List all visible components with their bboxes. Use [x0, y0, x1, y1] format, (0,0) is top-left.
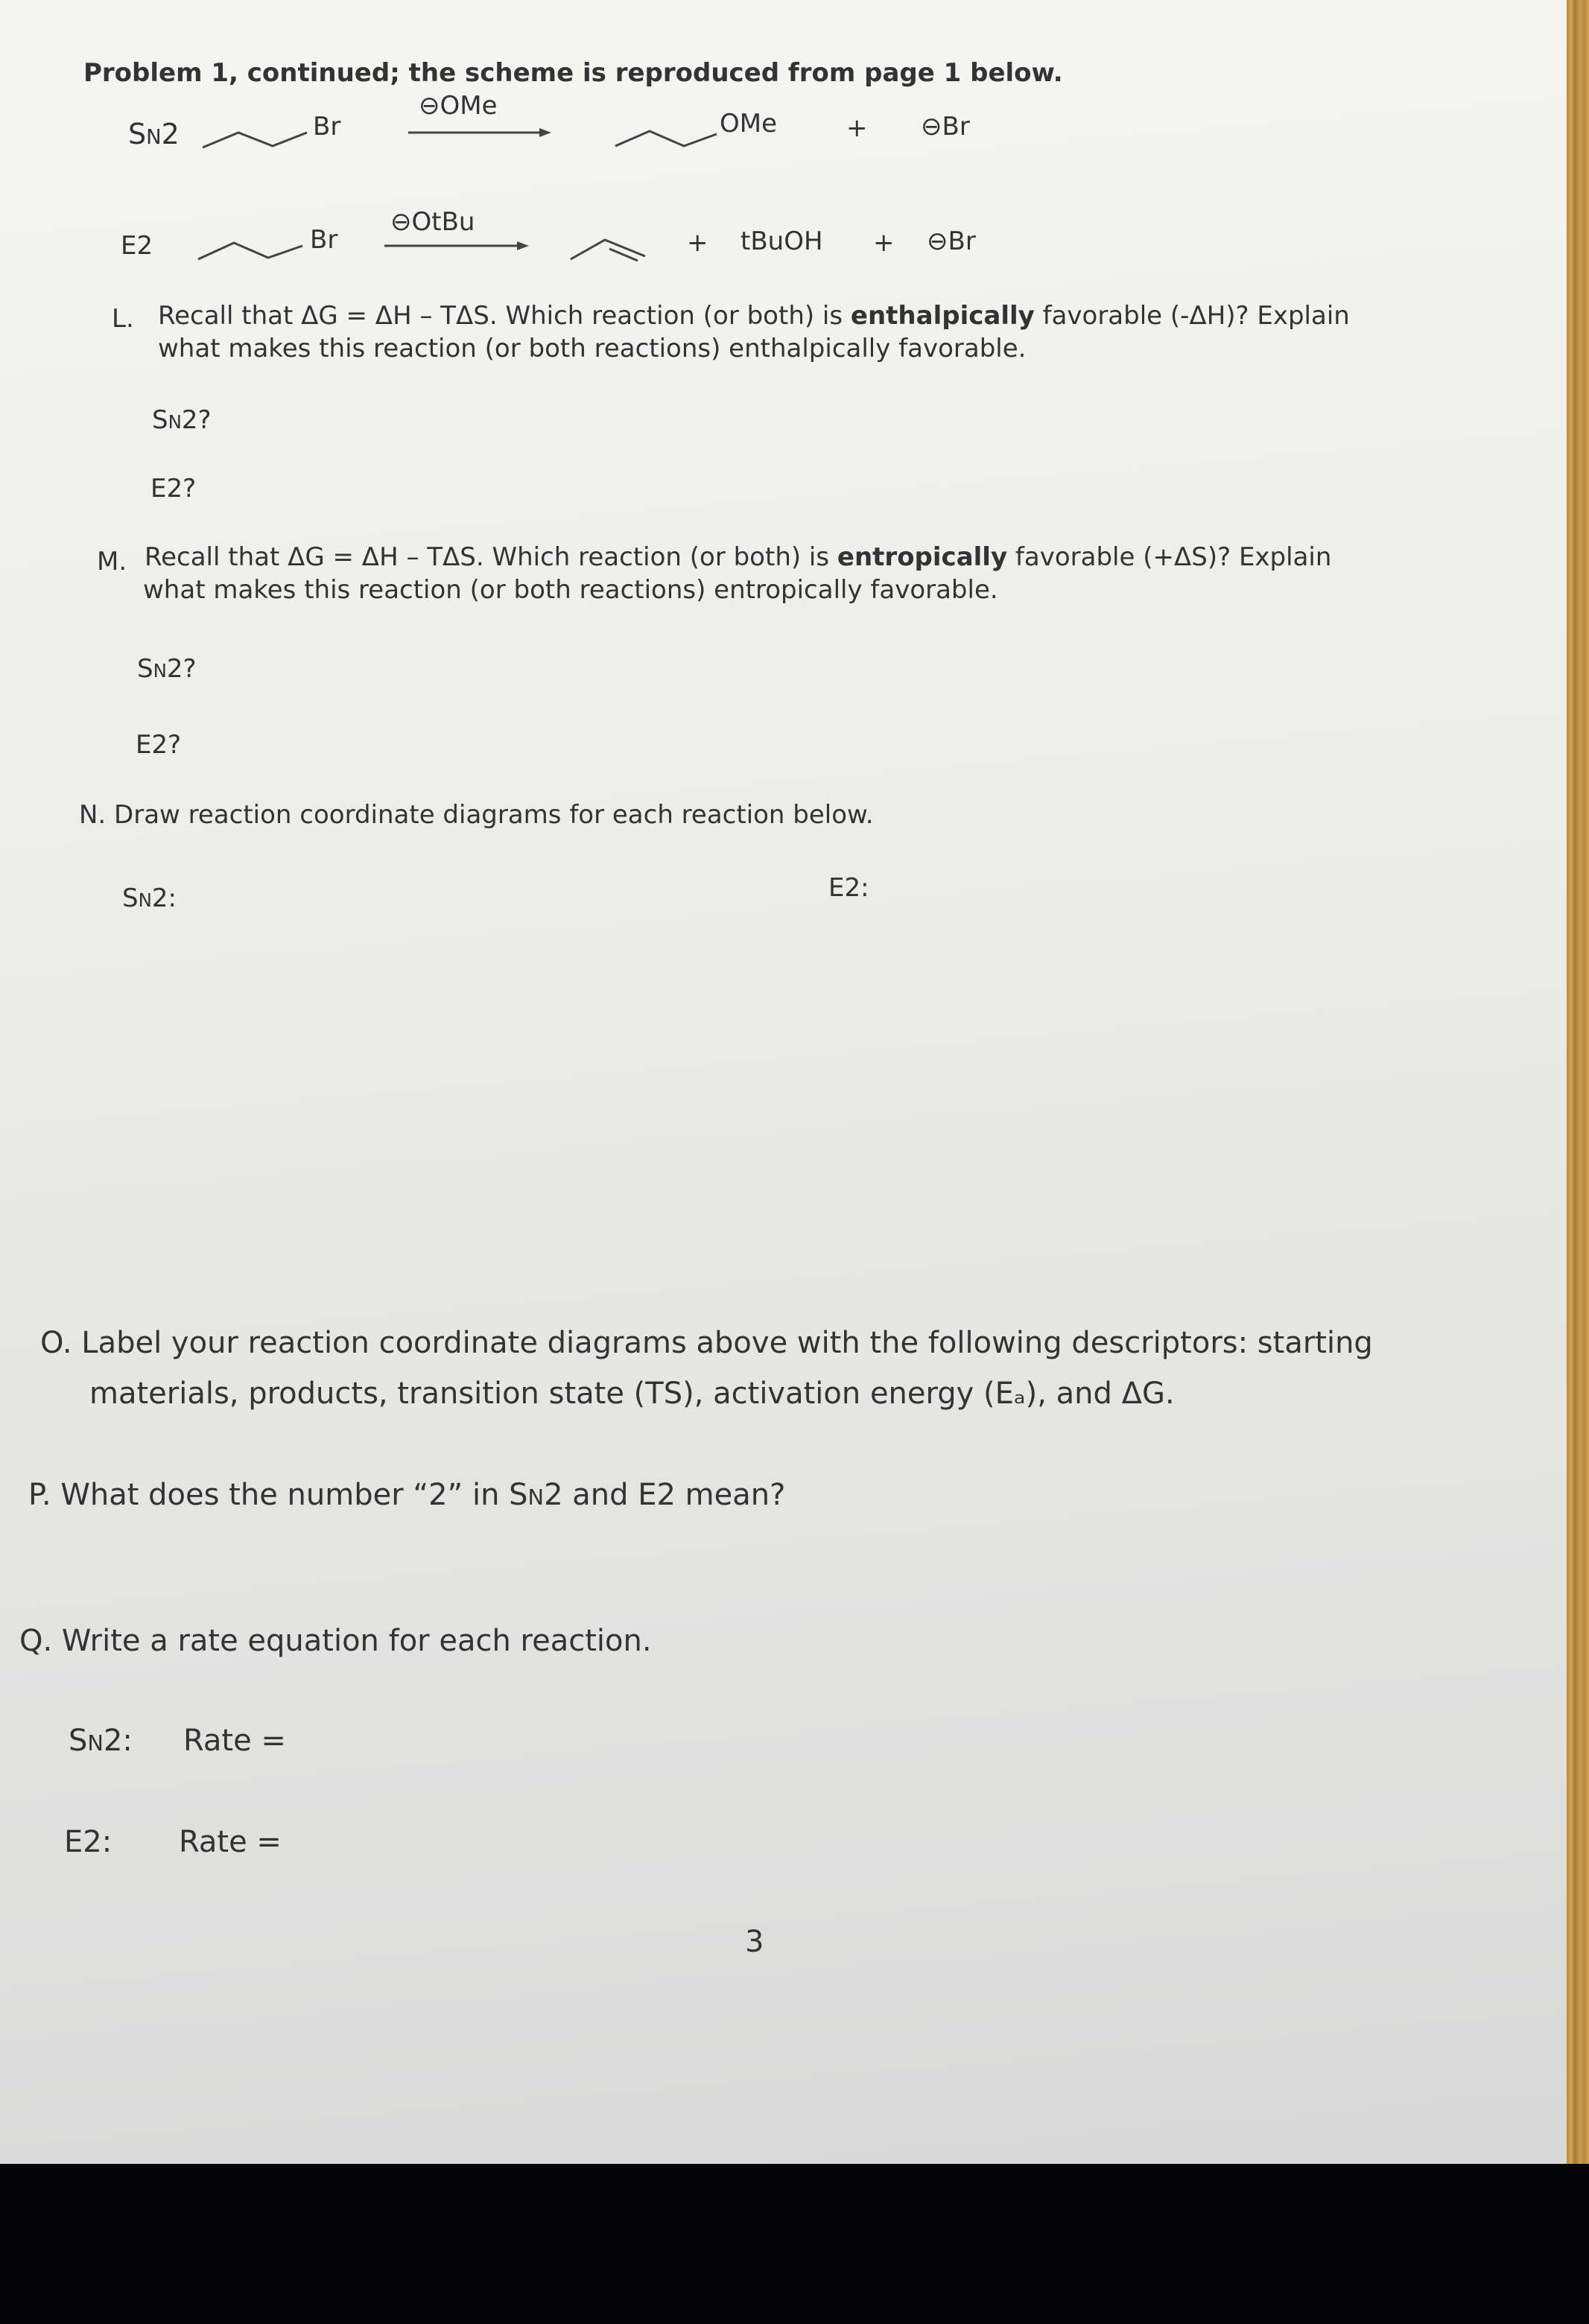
e2-arrow-head	[517, 241, 529, 250]
e2-substrate-bonds	[198, 243, 302, 259]
question-m-line2: what makes this reaction (or both reactions) entropically favorable.	[143, 575, 998, 605]
sn2-plus: +	[846, 113, 868, 143]
e2-scheme-label: E2	[121, 231, 153, 261]
reaction-scheme-drawing	[0, 0, 1589, 313]
question-l-letter: L.	[112, 304, 134, 334]
question-p-text: P. What does the number “2” in SN2 and E2 mean?	[28, 1478, 786, 1512]
sn2-product-bonds	[615, 131, 717, 146]
question-o-line1: O. Label your reaction coordinate diagrams above with the following descriptors: starting	[40, 1326, 1373, 1360]
e2-alkene-bonds	[571, 240, 645, 259]
e2-reagent: ⊖OtBu	[390, 207, 475, 237]
minus-circle-icon: ⊖	[921, 112, 942, 142]
question-q-sn2-rate: Rate =	[183, 1724, 286, 1758]
e2-plus-1: +	[687, 228, 708, 258]
question-l-line1: Recall that ΔG = ΔH – TΔS. Which reaction (or both) is enthalpically favorable (-ΔH)? Explain	[158, 301, 1350, 331]
question-m-line1: Recall that ΔG = ΔH – TΔS. Which reaction (or both) is entropically favorable (+ΔS)? Explain	[145, 542, 1332, 572]
question-o-line2: materials, products, transition state (TS), activation energy (Eₐ), and ΔG.	[89, 1377, 1175, 1411]
sn2-substrate-bonds	[203, 133, 307, 147]
sn2-reagent: ⊖OMe	[419, 91, 498, 121]
dark-background	[0, 2164, 1589, 2324]
minus-circle-icon: ⊖	[390, 207, 412, 237]
sn2-scheme-label: SN2	[128, 118, 180, 150]
page-number: 3	[745, 1925, 764, 1959]
wood-table-edge	[1567, 0, 1589, 2164]
sn2-product-methoxy: OMe	[720, 109, 778, 139]
question-l-sn2-prompt: SN2?	[152, 405, 212, 435]
question-m-e2-prompt: E2?	[136, 730, 182, 760]
e2-bromide-label: Br	[310, 225, 338, 255]
question-m-letter: M.	[97, 547, 127, 577]
question-n-e2-label: E2:	[828, 873, 869, 903]
e2-tbuoh: tBuOH	[740, 226, 823, 256]
question-m-sn2-prompt: SN2?	[137, 654, 197, 684]
minus-circle-icon: ⊖	[927, 226, 948, 256]
question-l-e2-prompt: E2?	[150, 474, 197, 504]
question-l-line2: what makes this reaction (or both reactions) enthalpically favorable.	[158, 334, 1027, 363]
page-header: Problem 1, continued; the scheme is reproduced from page 1 below.	[83, 58, 1063, 88]
minus-circle-icon: ⊖	[419, 91, 440, 121]
e2-bromide-ion: ⊖Br	[927, 226, 976, 256]
question-q-text: Q. Write a rate equation for each reaction.	[19, 1624, 652, 1658]
e2-plus-2: +	[873, 228, 895, 258]
sn2-arrow-head	[539, 128, 551, 137]
question-n-text: N. Draw reaction coordinate diagrams for each reaction below.	[79, 800, 874, 830]
sn2-bromide-ion: ⊖Br	[921, 112, 970, 142]
question-q-sn2-label: SN2:	[69, 1724, 133, 1758]
question-n-sn2-label: SN2:	[122, 883, 177, 913]
sn2-bromide-label: Br	[313, 112, 341, 142]
question-q-e2-rate: Rate =	[179, 1825, 282, 1859]
question-q-e2-label: E2:	[64, 1825, 112, 1859]
